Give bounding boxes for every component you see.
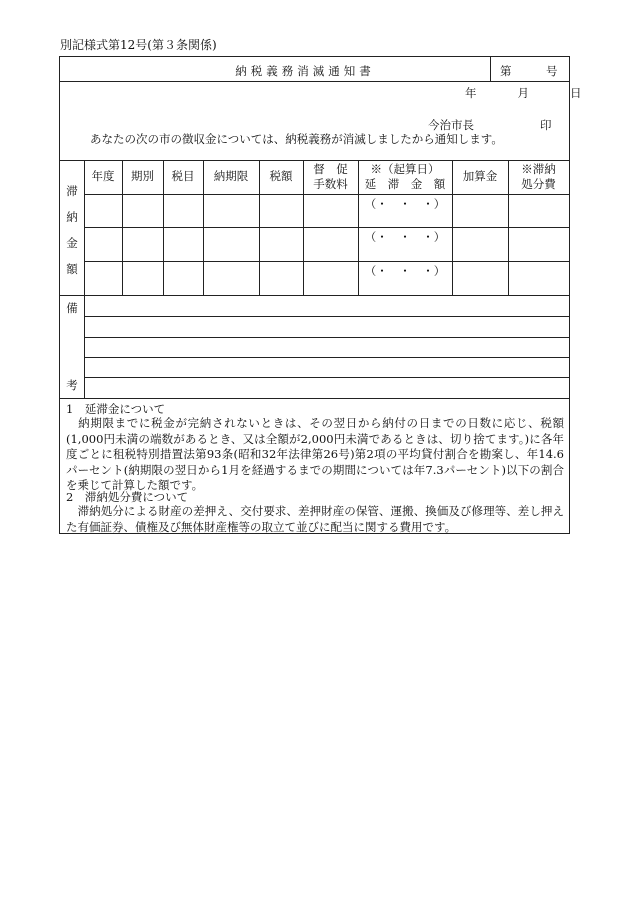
mayor-name: 今治市長 bbox=[428, 118, 474, 132]
side-label-char: 納 bbox=[66, 210, 78, 224]
remarks-bottom bbox=[60, 398, 569, 399]
remarks-line bbox=[84, 316, 569, 317]
intro-text: あなたの次の市の徴収金については、納税義務が消滅しましたから通知します。 bbox=[90, 132, 503, 146]
notice-form bbox=[59, 56, 588, 534]
note-1-body: 納期限までに税金が完納されないときは、その翌日から納付の日までの日数に応じ、税額(1,000円未満の端数があるとき、又は全額が2,000円未満であるときは、切り捨てます。)に各年度ごとに租税特別措置法第93条(昭和32年法律第26号)第2項の平均貸付割合を勘案し、年14.6パーセント(納期限の翌日から1月を経過するまでの期間については年7.3パーセント)以下の割合を乗じて計算した額です。 bbox=[66, 416, 564, 493]
late-fee-start-date-field: （・ ・ ・） bbox=[364, 264, 446, 278]
late-fee-start-date-field: （・ ・ ・） bbox=[364, 230, 446, 244]
late-fee-start-date-field: （・ ・ ・） bbox=[364, 197, 446, 211]
note-2-body: 滞納処分による財産の差押え、交付要求、差押財産の保管、運搬、換価及び修理等、差し押えた有価証券、債権及び無体財産権等の取立て並びに配当に関する費用です。 bbox=[66, 504, 564, 534]
remarks-line bbox=[84, 377, 569, 378]
table-top-border bbox=[60, 160, 569, 161]
issue-date: 年 月 日 bbox=[465, 86, 588, 100]
amount-table-bottom bbox=[60, 295, 569, 296]
document-number: 第 号 bbox=[500, 64, 558, 78]
header-late-fee-line1: ※（起算日） bbox=[370, 162, 440, 176]
note-1-title: 1 延滞金について bbox=[66, 402, 166, 416]
side-label-char: 金 bbox=[66, 236, 78, 250]
header-period: 期別 bbox=[131, 169, 154, 183]
header-dunning-fee-line2: 手数料 bbox=[313, 177, 348, 191]
remarks-label-char: 備 bbox=[66, 301, 78, 315]
side-label-divider bbox=[84, 160, 85, 398]
header-late-fee-line2: 延 滞 金 額 bbox=[364, 177, 446, 191]
header-tax-amount: 税額 bbox=[269, 169, 293, 183]
header-due-date: 納期限 bbox=[213, 169, 249, 183]
remarks-line bbox=[84, 357, 569, 358]
title-divider bbox=[490, 57, 491, 81]
header-disposition-cost-line2: 処分費 bbox=[521, 177, 556, 191]
side-label-char: 滞 bbox=[66, 184, 78, 198]
side-label-char: 額 bbox=[66, 262, 78, 276]
seal-mark: 印 bbox=[540, 118, 552, 132]
form-number-label: 別記様式第12号(第３条関係) bbox=[60, 38, 217, 52]
header-additional-tax: 加算金 bbox=[462, 169, 498, 183]
remarks-line bbox=[84, 337, 569, 338]
note-2-title: 2 滞納処分費について bbox=[66, 490, 189, 504]
header-row-border bbox=[84, 194, 569, 195]
header-year: 年度 bbox=[91, 169, 115, 183]
title-row-border bbox=[60, 81, 569, 82]
header-tax-item: 税目 bbox=[171, 169, 195, 183]
remarks-label-char: 考 bbox=[66, 378, 78, 392]
data-row-border bbox=[84, 261, 569, 262]
header-disposition-cost-line1: ※滞納 bbox=[521, 162, 556, 176]
header-dunning-fee-line1: 督 促 bbox=[313, 162, 348, 176]
document-title: 納税義務消滅通知書 bbox=[235, 64, 375, 78]
data-row-border bbox=[84, 227, 569, 228]
